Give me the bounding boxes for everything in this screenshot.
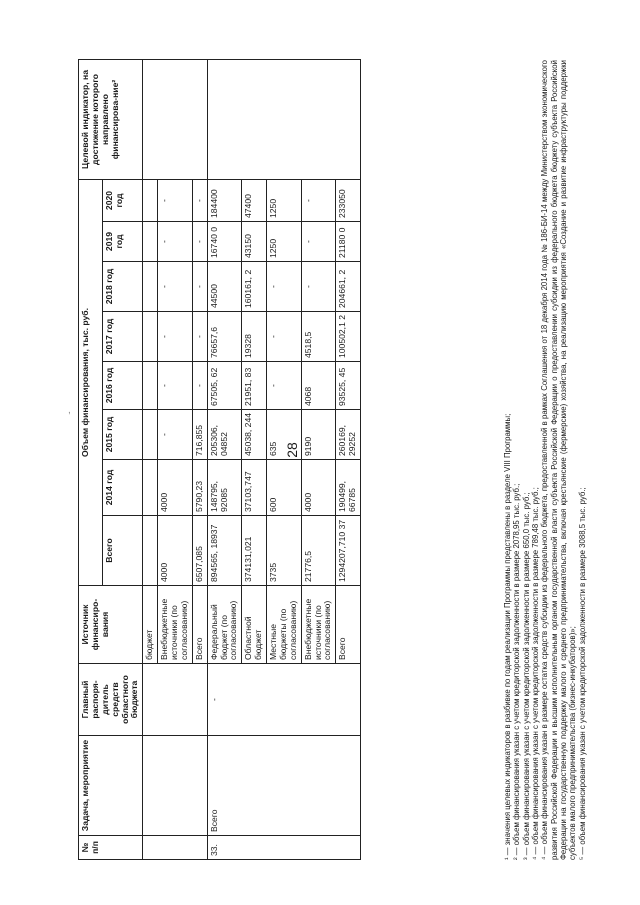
- cell-2015: 635: [267, 410, 302, 460]
- header-num: № п/п: [79, 836, 143, 860]
- header-task: Задача, мероприятие: [79, 736, 143, 836]
- cell-2015: 205306, 04852: [207, 410, 242, 460]
- rotated-sheet: [78, 60, 598, 860]
- cell-2018: 44500: [207, 262, 242, 312]
- cell-2014: 600: [267, 460, 302, 516]
- cell-num: 33.: [207, 836, 360, 860]
- cell-task: Всего: [207, 736, 360, 836]
- cell-2017: 76657,6: [207, 312, 242, 362]
- cell-2014: 37103,747: [242, 460, 267, 516]
- cell-2017: 4518,5: [301, 312, 336, 362]
- cell-2018: 160161, 2: [242, 262, 267, 312]
- cell-2016: [143, 362, 158, 410]
- cell-2016: -: [192, 362, 207, 410]
- financing-table: [78, 59, 361, 860]
- cell-2017: 19328: [242, 312, 267, 362]
- cell-2014: [143, 460, 158, 516]
- cell-2016: 4068: [301, 362, 336, 410]
- header-2015: 2015 год: [103, 410, 143, 460]
- cell-source: Всего: [192, 586, 207, 664]
- cell-2020: 233050: [336, 179, 361, 221]
- cell-2018: 204661, 2: [336, 262, 361, 312]
- cell-empty: [143, 664, 207, 736]
- cell-2014: 190499, 66785: [336, 460, 361, 516]
- cell-total: 6507,085: [192, 516, 207, 586]
- cell-2020: 184400: [207, 179, 242, 221]
- cell-total: 374131,021: [242, 516, 267, 586]
- cell-empty: [143, 836, 207, 860]
- header-2014: 2014 год: [103, 460, 143, 516]
- cell-2014: 148795, 92085: [207, 460, 242, 516]
- header-source: Источник финансиро-вания: [79, 586, 143, 664]
- cell-total: 894565, 18937: [207, 516, 242, 586]
- cell-2016: -: [267, 362, 302, 410]
- header-2020: 2020 год: [103, 179, 143, 221]
- cell-2017: -: [267, 312, 302, 362]
- cell-2020: -: [192, 179, 207, 221]
- header-2019: 2019 год: [103, 222, 143, 262]
- header-2017: 2017 год: [103, 312, 143, 362]
- header-volume-group: Объем финансирования, тыс. руб.: [79, 179, 103, 585]
- cell-2015: 716,855: [192, 410, 207, 460]
- cell-2018: -: [158, 262, 193, 312]
- table-row: [143, 59, 158, 859]
- footnote: ⁴ — объем финансирования указан в размере остатка средств субсидии из федерального бюджета, предоставленной в рамках Соглашения от 18 декабря 2014 года № 186-БИ-14 между Министерством экономического развития Российской Федерации и высшим исполнительным органом государственной власти субъекта Российской Федерации о предоставлении субсидии из федерального бюджета бюджету субъекта Российской Федерации на государственную поддержку малого и среднего предпринимательства, включая крестьянские (фермерские) хозяйства, на реализацию мероприятия «Создание и развитие инфраструктуры поддержки субъектов малого предпринимательства (бизнес-инкубаторов)»;: [540, 60, 578, 860]
- cell-empty: [143, 736, 207, 836]
- cell-2015: 260169, 29252: [336, 410, 361, 460]
- header-target: Целевой индикатор, на достижение которого направлено финансирова-ние²: [79, 59, 143, 179]
- header-total: Всего: [103, 516, 143, 586]
- cell-source: Внебюджетные источники (по согласованию): [301, 586, 336, 664]
- header-2018: 2018 год: [103, 262, 143, 312]
- cell-2015: 45038, 244: [242, 410, 267, 460]
- cell-total: 4000: [158, 516, 193, 586]
- table-row: [207, 59, 242, 859]
- cell-2017: [143, 312, 158, 362]
- cell-2015: -: [158, 410, 193, 460]
- cell-admin: -: [207, 664, 360, 736]
- cell-2018: -: [192, 262, 207, 312]
- cell-2016: 93525, 45: [336, 362, 361, 410]
- cell-target: [207, 59, 360, 179]
- cell-2020: -: [301, 179, 336, 221]
- footnote: ² — объем финансирования указан с учетом кредиторской задолженности в размере 2078,95 тыс. руб.;: [512, 483, 522, 860]
- cell-2019: -: [192, 222, 207, 262]
- header-2016: 2016 год: [103, 362, 143, 410]
- cell-2015: 9190: [301, 410, 336, 460]
- cell-2018: [143, 262, 158, 312]
- cell-2018: -: [267, 262, 302, 312]
- cell-2020: 47400: [242, 179, 267, 221]
- cell-2014: 4000: [301, 460, 336, 516]
- cell-total: [143, 516, 158, 586]
- cell-total: 1294207,710 37: [336, 516, 361, 586]
- cell-2019: 43150: [242, 222, 267, 262]
- cell-2019: [143, 222, 158, 262]
- cell-total: 3735: [267, 516, 302, 586]
- cell-total: 21776,5: [301, 516, 336, 586]
- footnotes: [503, 60, 587, 860]
- cell-2016: 67505, 62: [207, 362, 242, 410]
- cell-2020: [143, 179, 158, 221]
- cell-target: [143, 59, 207, 179]
- header-admin: Главный распоря-дитель средств областного бюджета: [79, 664, 143, 736]
- cell-2014: 4000: [158, 460, 193, 516]
- cell-2019: 16740 0: [207, 222, 242, 262]
- cell-2019: -: [158, 222, 193, 262]
- cell-source: Федеральный бюджет (по согласованию): [207, 586, 242, 664]
- cell-2019: 1250: [267, 222, 302, 262]
- cell-source: Внебюджетные источники (по согласованию): [158, 586, 193, 664]
- cell-2019: -: [301, 222, 336, 262]
- cell-2014: 5790,23: [192, 460, 207, 516]
- footnote: ⁵ — объем финансирования указан с учетом кредиторской задолженности в размере 3088,5 тыс. руб.;: [577, 487, 587, 860]
- cell-2019: 21180 0: [336, 222, 361, 262]
- stray-mark: ,: [68, 405, 71, 416]
- cell-source: бюджет: [143, 586, 158, 664]
- cell-2017: -: [158, 312, 193, 362]
- cell-2020: 1250: [267, 179, 302, 221]
- cell-2017: 100502,1 2: [336, 312, 361, 362]
- cell-2015: [143, 410, 158, 460]
- footnote: ¹ — значения целевых индикаторов в разбивке по годам реализации Программы представлены в разделе VIII Программы;: [503, 413, 512, 860]
- cell-source: Всего: [336, 586, 361, 664]
- page-number: 28: [284, 442, 300, 458]
- cell-source: Областной бюджет: [242, 586, 267, 664]
- cell-2020: -: [158, 179, 193, 221]
- footnote: ⁴ — объем финансирования указан с учетом кредиторской задолженности в размере 789,48 тыс. руб.;: [531, 487, 541, 860]
- cell-2016: -: [158, 362, 193, 410]
- footnote: ³ — объем финансирования указан с учетом кредиторской задолженности в размере 650,0 тыс. руб.;: [521, 492, 531, 860]
- cell-2016: 21951, 83: [242, 362, 267, 410]
- cell-source: Местные бюджеты (по согласованию): [267, 586, 302, 664]
- cell-2018: -: [301, 262, 336, 312]
- cell-2017: -: [192, 312, 207, 362]
